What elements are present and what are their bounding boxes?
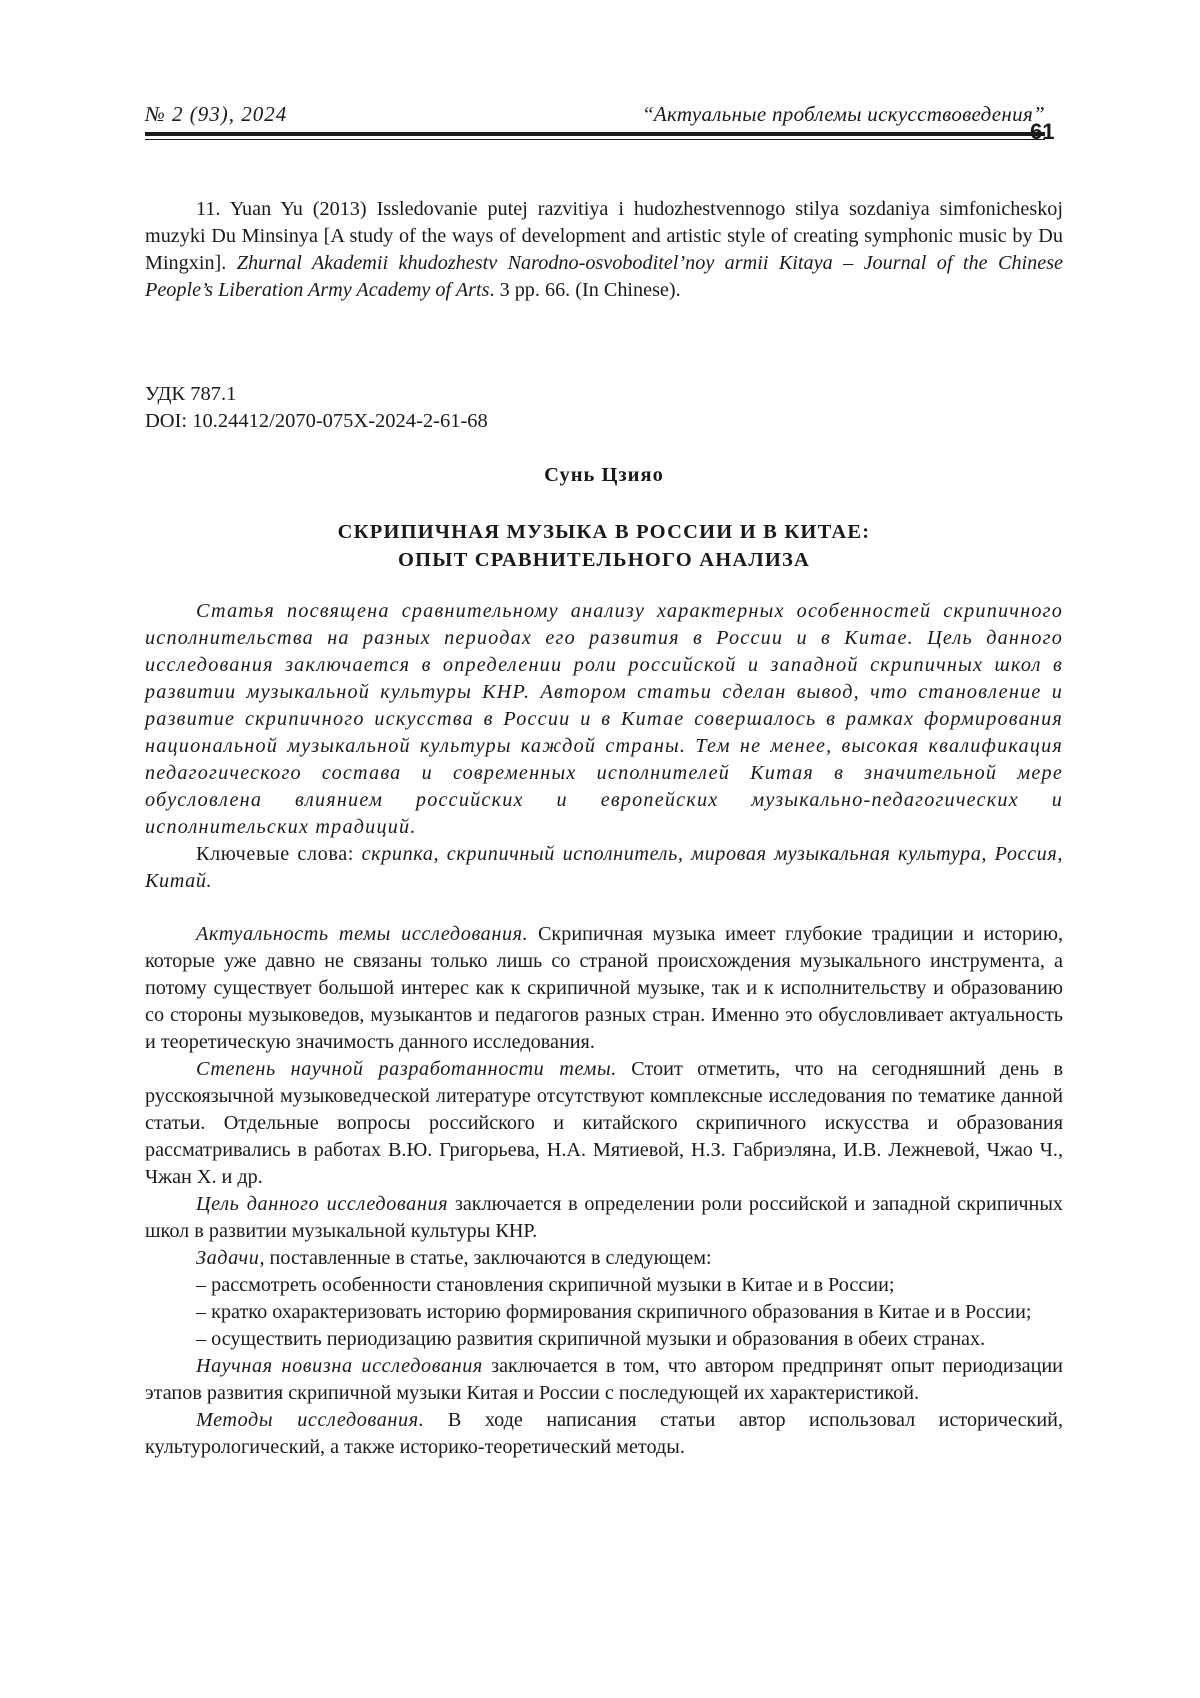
header-rule-thick: [145, 132, 1045, 136]
body-paragraph-novelty: [145, 1353, 1063, 1407]
paragraph-text: заключается в определении роли российской и западной скрипичных школ в развитии музыкальной культуры КНР.: [145, 1193, 1063, 1242]
paragraph-lead: Актуальность темы исследования.: [196, 923, 528, 945]
header-rule-thin: [145, 139, 1045, 140]
page-number: 61: [1030, 119, 1054, 145]
paragraph-text: Скрипичная музыка имеет глубокие традиции и историю, которые уже давно не связаны только лишь со страной происхождения музыкального инструмента, а потому существует большой интерес как к скрипичной музыке, так и к исполнительству и образованию со стороны музыковедов, музыкантов и педагогов разных стран. Именно это обусловливает актуальность и теоретическую значимость данного исследования.: [145, 923, 1063, 1053]
udk-code: УДК 787.1: [145, 381, 236, 408]
body-paragraph-research-degree: [145, 1056, 1063, 1191]
paragraph-lead: Задачи: [196, 1247, 259, 1269]
journal-page: [0, 0, 1200, 1698]
keywords: [145, 841, 1063, 895]
paragraph-text: Стоит отметить, что на сегодняшний день в русскоязычной музыковедческой литературе отсутствуют комплексные исследования по тематике данной статьи. Отдельные вопросы российского и китайского скрипичного искусства и образования рассматривались в работах В.Ю. Григорьева, Н.А. Мятиевой, Н.З. Габриэляна, И.В. Лежневой, Чжао Ч., Чжан Х. и др.: [145, 1058, 1063, 1188]
issue-number: № 2 (93), 2024: [145, 102, 287, 127]
body-paragraph-methods: [145, 1407, 1063, 1461]
paragraph-lead: Методы исследования.: [196, 1409, 424, 1431]
body-paragraph-tasks: [145, 1245, 1063, 1272]
article-title-line-1: СКРИПИЧНАЯ МУЗЫКА В РОССИИ И В КИТАЕ:: [145, 518, 1063, 546]
article-title-line-2: ОПЫТ СРАВНИТЕЛЬНОГО АНАЛИЗА: [145, 546, 1063, 574]
body-paragraph-relevance: [145, 921, 1063, 1056]
running-head: [145, 102, 1045, 132]
article-author: Сунь Цзияо: [145, 464, 1063, 487]
paragraph-lead: Степень научной разработанности темы.: [196, 1058, 617, 1080]
keywords-list: скрипка, скрипичный исполнитель, мировая музыкальная культура, Россия, Китай.: [145, 843, 1063, 892]
doi: DOI: 10.24412/2070-075X-2024-2-61-68: [145, 408, 488, 435]
article-body: [145, 921, 1063, 1461]
keywords-label: Ключевые слова:: [196, 843, 362, 865]
paragraph-text: заключается в том, что автором предпринят опыт периодизации этапов развития скрипичной музыки Китая и России с последующей их характеристикой.: [145, 1355, 1063, 1404]
abstract: [145, 598, 1063, 895]
reference-text: 11. Yuan Yu (2013) Issledovanie putej razvitiya i hudozhestvennogo stilya sozdaniya simfonicheskoj muzyki Du Minsinya [A study of the ways of development and artistic style of creating symphonic music by Du Mingxin].: [145, 198, 1063, 274]
task-item-1: – рассмотреть особенности становления скрипичной музыки в Китае и в России;: [145, 1272, 1063, 1299]
reference-suffix: . 3 pp. 66. (In Chinese).: [489, 279, 680, 301]
article-title: [145, 518, 1063, 574]
abstract-text: Статья посвящена сравнительному анализу характерных особенностей скрипичного исполнительства на разных периодах его развития в России и в Китае. Цель данного исследования заключается в определении роли российской и западной скрипичных школ в развитии музыкальной культуры КНР. Автором статьи сделан вывод, что становление и развитие скрипичного искусства в России и в Китае совершалось в рамках формирования национальной музыкальной культуры каждой страны. Тем не менее, высокая квалификация педагогического состава и современных исполнителей Китая в значительной мере обусловлена влиянием российских и европейских музыкально-педагогических и исполнительских традиций.: [145, 598, 1063, 841]
reference-entry: [145, 196, 1063, 304]
paragraph-text: В ходе написания статьи автор использовал исторический, культурологический, а также историко-теоретический методы.: [145, 1409, 1063, 1458]
journal-title: “Актуальные проблемы искусствоведения”: [642, 102, 1045, 127]
task-item-3: – осуществить периодизацию развития скрипичной музыки и образования в обеих странах.: [145, 1326, 1063, 1353]
body-paragraph-goal: [145, 1191, 1063, 1245]
paragraph-lead: Цель данного исследования: [196, 1193, 448, 1215]
task-item-2: – кратко охарактеризовать историю формирования скрипичного образования в Китае и в России;: [145, 1299, 1063, 1326]
reference-journal: Zhurnal Akademii khudozhestv Narodno-osvoboditel’noy armii Kitaya – Journal of the Chinese People’s Liberation Army Academy of Arts: [145, 252, 1063, 301]
paragraph-text: , поставленные в статье, заключаются в следующем:: [259, 1247, 711, 1269]
paragraph-lead: Научная новизна исследования: [196, 1355, 483, 1377]
